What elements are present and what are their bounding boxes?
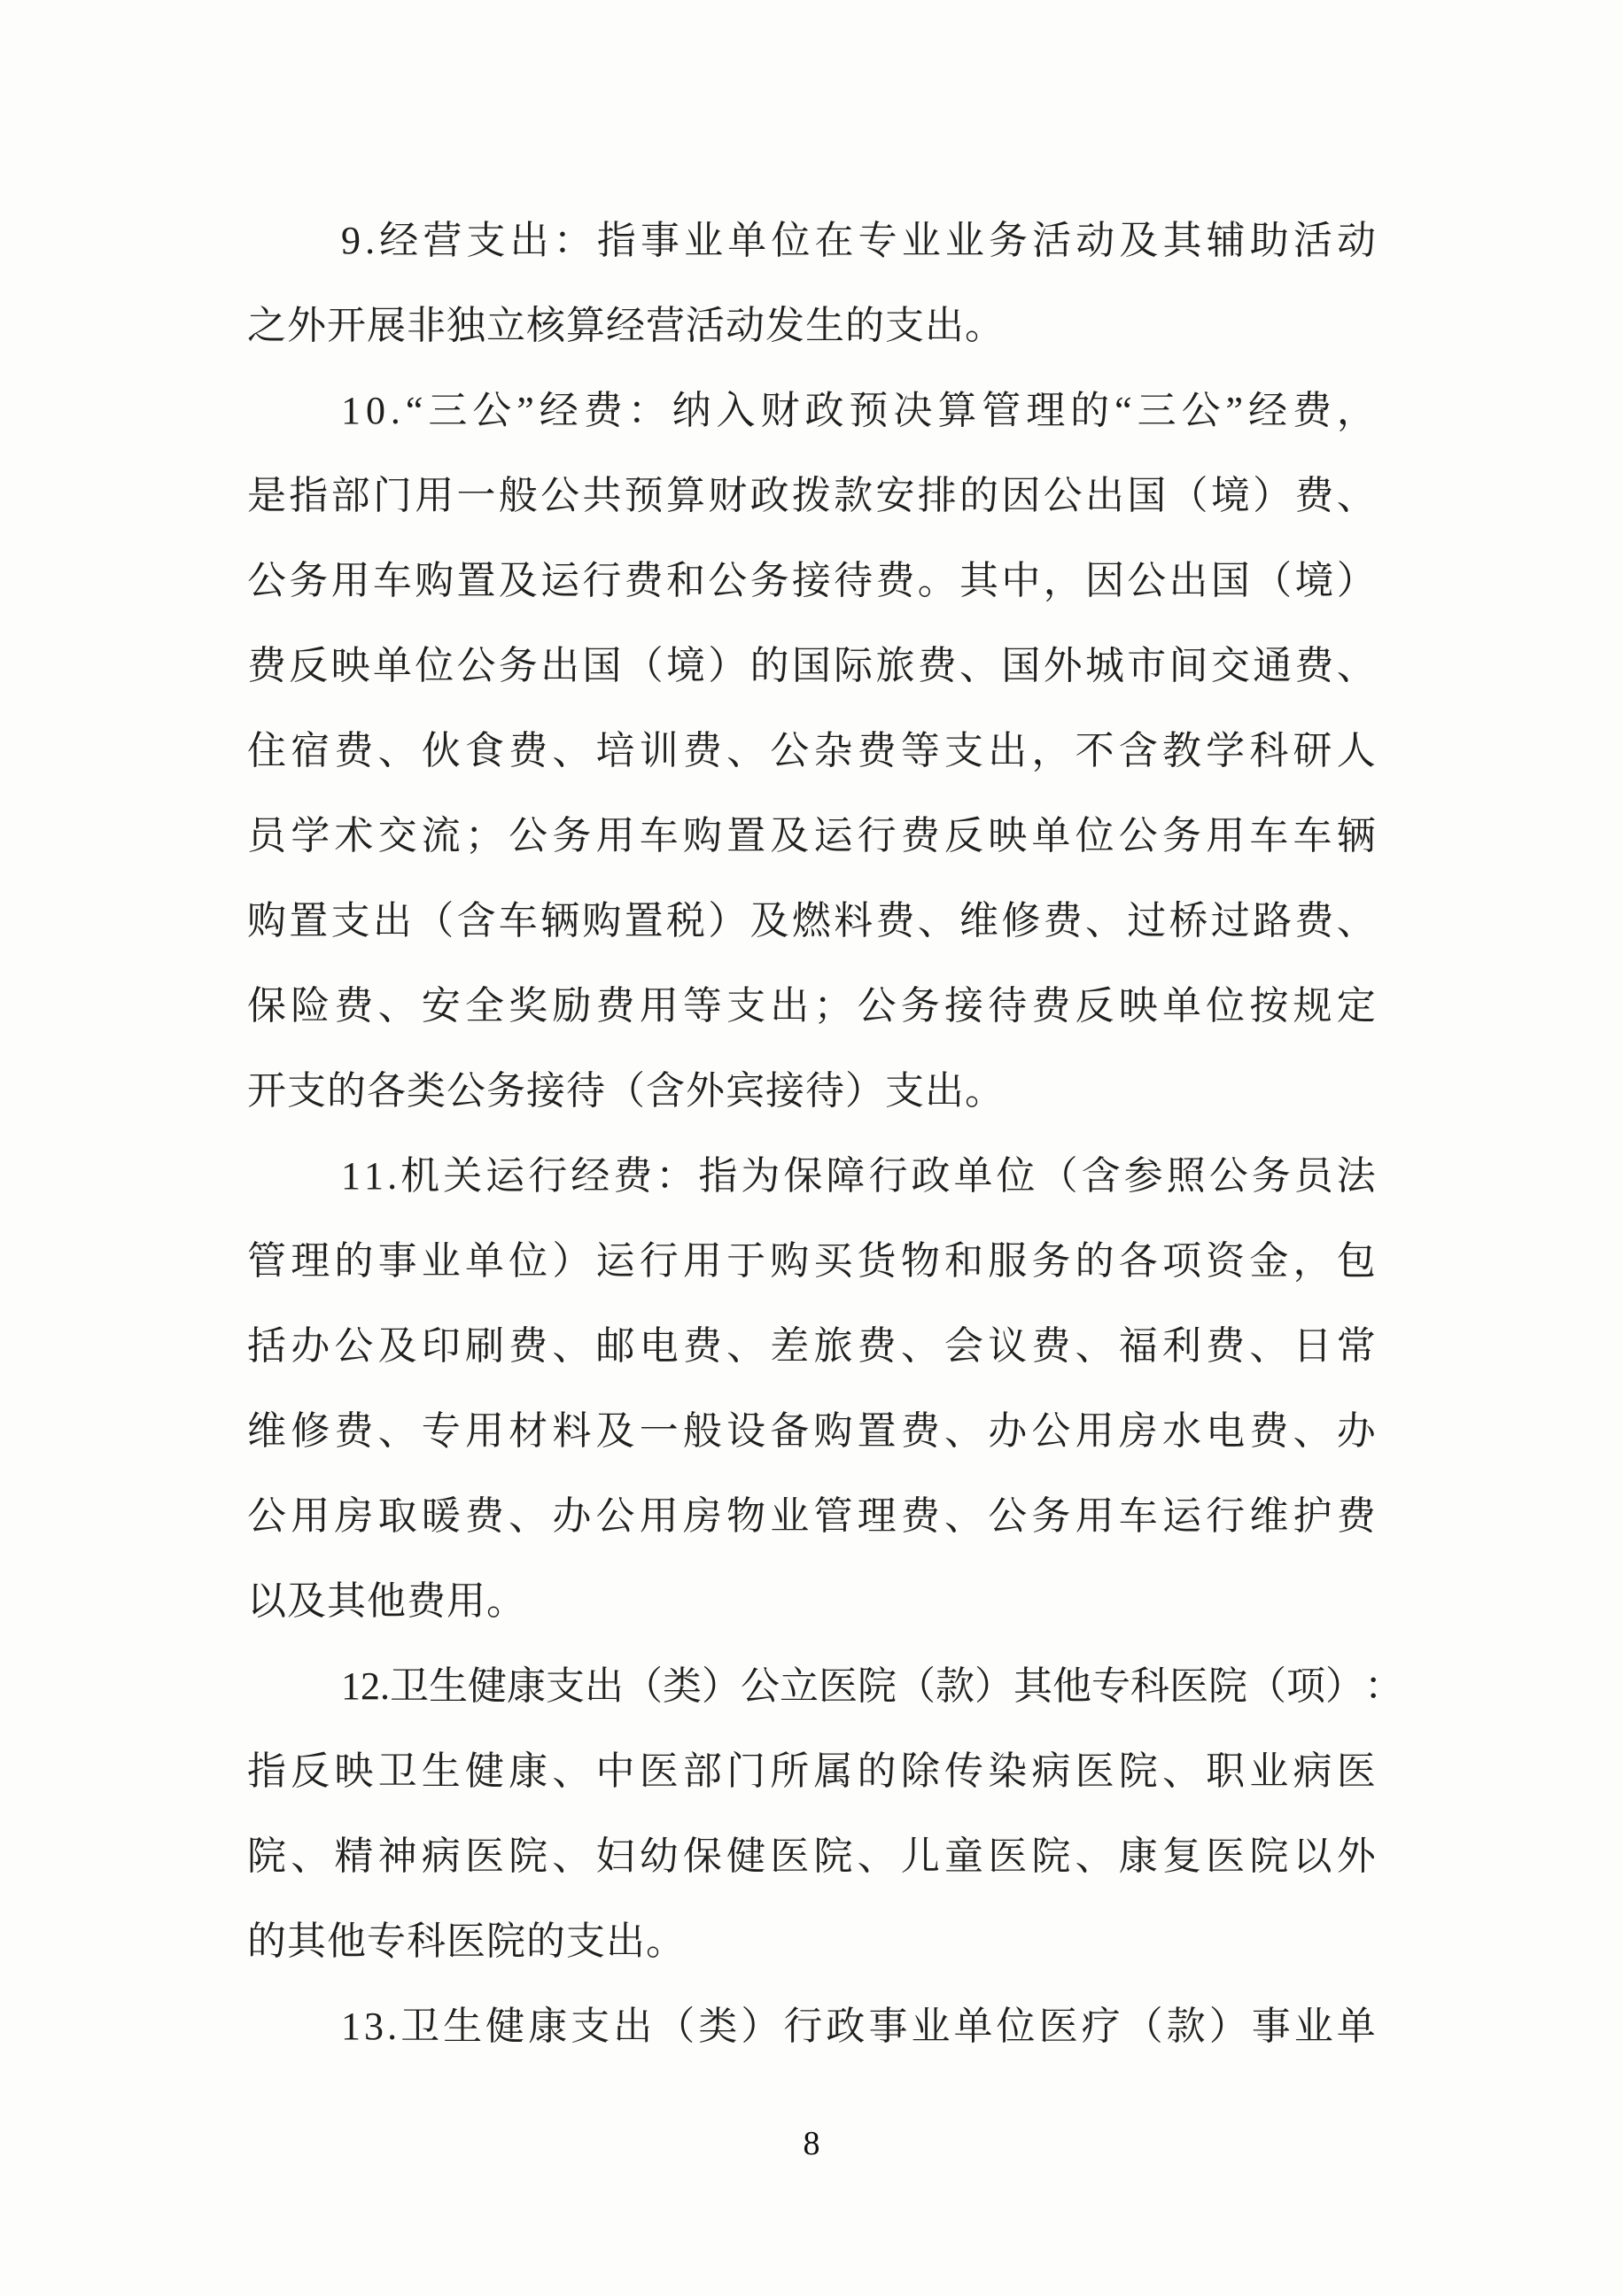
text-line: 1 2 . 卫 生 健 康 支 出 （ 类 ） 公 立 医 院 （ 款 ） 其 他 专 科 医 院 （ 项 ） ： — [341, 1664, 1403, 1708]
text-line: 维 修 费 、 专 用 材 料 及 一 般 设 备 购 置 费 、 办 公 用 房 水 电 费 、 办 — [247, 1409, 1376, 1453]
document-text — [247, 198, 1403, 2069]
text-line: 保 险 费 、 安 全 奖 励 费 用 等 支 出 ； 公 务 接 待 费 反 映 单 位 按 规 定 — [247, 984, 1376, 1028]
text-line: 之外开展非独立核算经营活动发生的支出。 — [247, 304, 1005, 347]
text-line: 院 、 精 神 病 医 院 、 妇 幼 保 健 医 院 、 儿 童 医 院 、 康 复 医 院 以 外 — [247, 1834, 1376, 1878]
text-line: 1 3 . 卫 生 健 康 支 出 （ 类 ） 行 政 事 业 单 位 医 疗 （ 款 ） 事 业 单 — [341, 2005, 1376, 2048]
text-line: 开支的各类公务接待（含外宾接待）支出。 — [247, 1069, 1005, 1113]
text-line: 9 . 经 营 支 出 ： 指 事 业 单 位 在 专 业 业 务 活 动 及 其 辅 助 活 动 — [341, 219, 1376, 262]
text-line: 购 置 支 出 （ 含 车 辆 购 置 税 ） 及 燃 料 费 、 维 修 费 、 过 桥 过 路 费 、 — [247, 899, 1376, 942]
paragraph-item-13 — [247, 1984, 1376, 2069]
text-line: 是 指 部 门 用 一 般 公 共 预 算 财 政 拨 款 安 排 的 因 公 出 国 （ 境 ） 费 、 — [247, 474, 1376, 517]
text-line: 公 务 用 车 购 置 及 运 行 费 和 公 务 接 待 费 。 其 中 ， 因 公 出 国 （ 境 ） — [247, 559, 1376, 602]
paragraph-item-12 — [247, 1644, 1403, 1984]
text-line: 括 办 公 及 印 刷 费 、 邮 电 费 、 差 旅 费 、 会 议 费 、 福 利 费 、 日 常 — [247, 1324, 1376, 1368]
text-line: 管 理 的 事 业 单 位 ） 运 行 用 于 购 买 货 物 和 服 务 的 各 项 资 金 ， 包 — [247, 1239, 1376, 1283]
text-line: 以及其他费用。 — [247, 1579, 526, 1623]
paragraph-item-10 — [247, 368, 1376, 1134]
text-line: 1 1 . 机 关 运 行 经 费 ： 指 为 保 障 行 政 单 位 （ 含 参 照 公 务 员 法 — [341, 1154, 1376, 1198]
text-line: 1 0 . “ 三 公 ” 经 费 ： 纳 入 财 政 预 决 算 管 理 的 “ 三 公 ” 经 费 ， — [341, 389, 1376, 432]
paragraph-item-9 — [247, 198, 1376, 368]
text-line: 指 反 映 卫 生 健 康 、 中 医 部 门 所 属 的 除 传 染 病 医 院 、 职 业 病 医 — [247, 1749, 1376, 1793]
text-line: 员 学 术 交 流 ； 公 务 用 车 购 置 及 运 行 费 反 映 单 位 公 务 用 车 车 辆 — [247, 814, 1376, 857]
text-line: 费 反 映 单 位 公 务 出 国 （ 境 ） 的 国 际 旅 费 、 国 外 城 市 间 交 通 费 、 — [247, 644, 1376, 687]
text-line: 公 用 房 取 暖 费 、 办 公 用 房 物 业 管 理 费 、 公 务 用 车 运 行 维 护 费 — [247, 1494, 1376, 1538]
paragraph-item-11 — [247, 1134, 1376, 1644]
text-line: 的其他专科医院的支出。 — [247, 1920, 686, 1963]
text-line: 住 宿 费 、 伙 食 费 、 培 训 费 、 公 杂 费 等 支 出 ， 不 含 教 学 科 研 人 — [247, 729, 1376, 772]
page-number: 8 — [803, 2125, 820, 2162]
